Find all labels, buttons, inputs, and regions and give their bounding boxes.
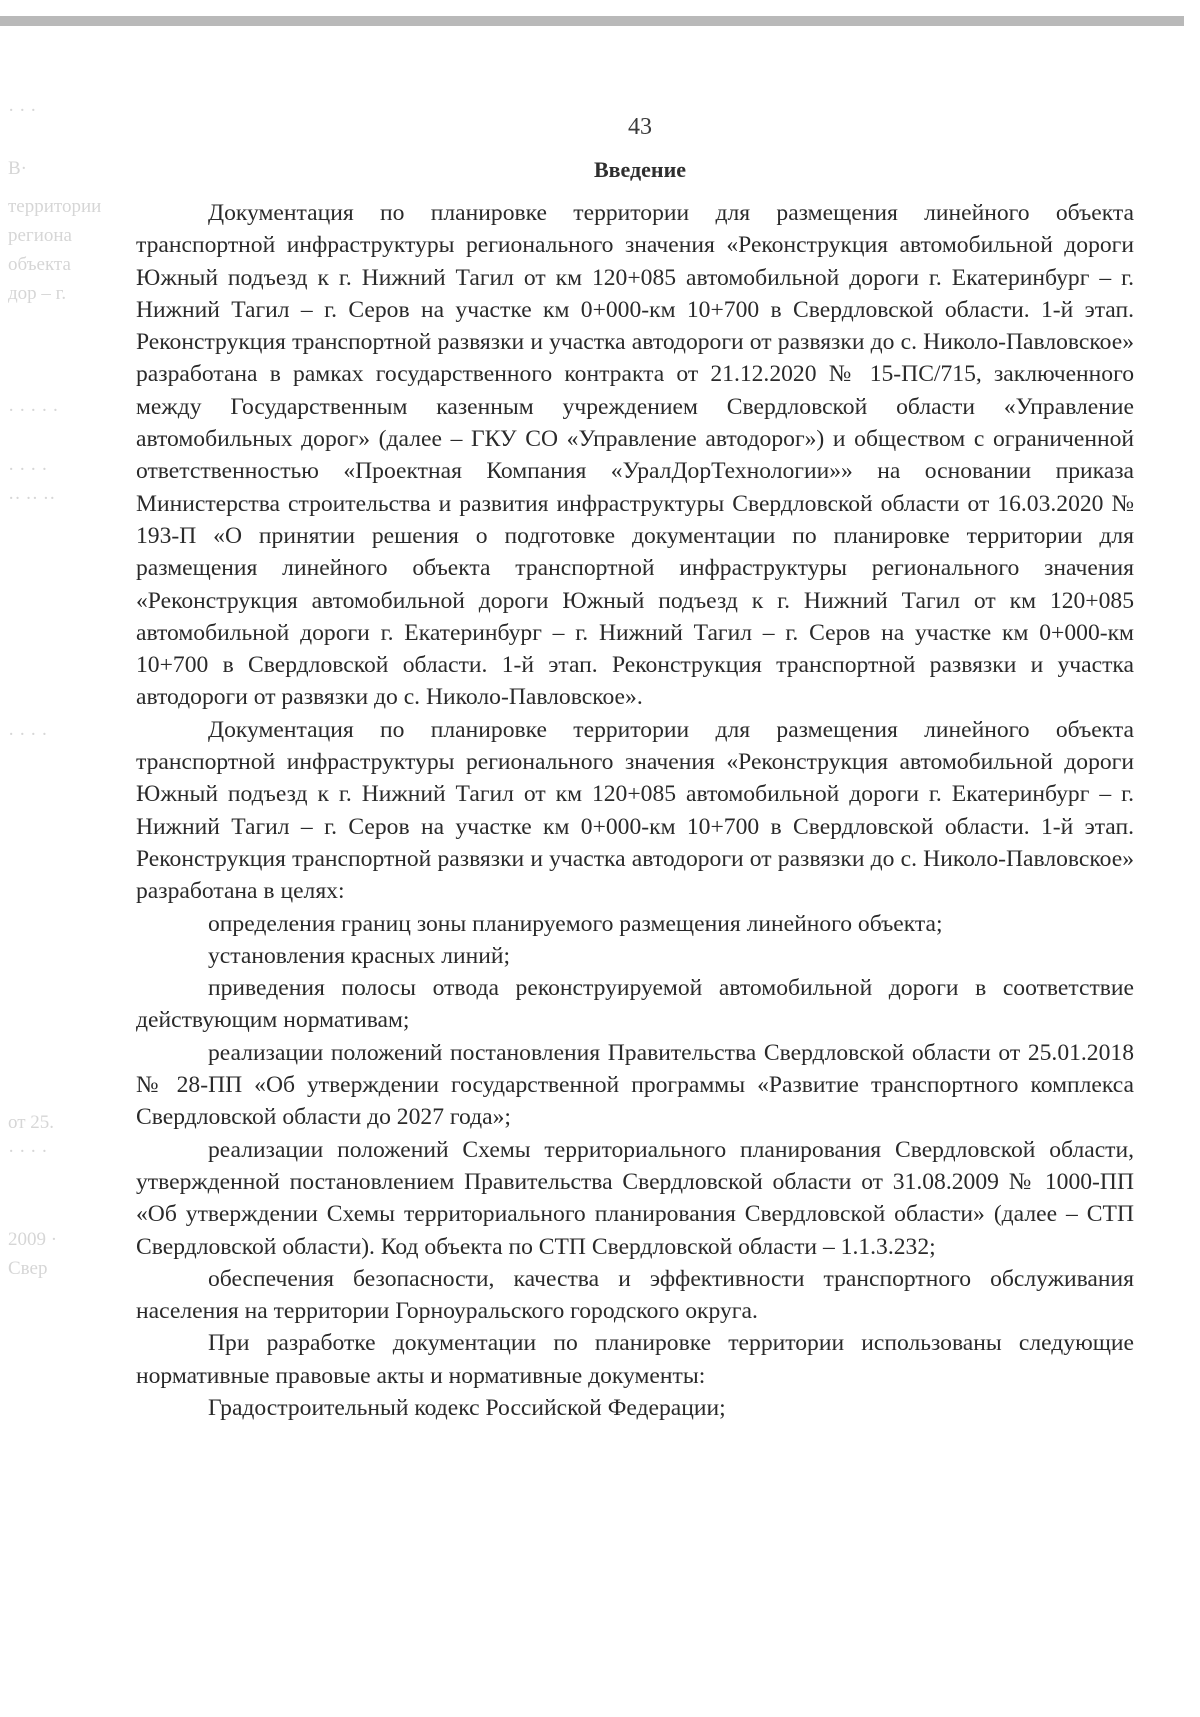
paragraph: Документация по планировке территории для размещения линейного объекта транспортной инфраструктуры регионального значения «Реконструкция автомобильной дороги Южный подъезд к г. Нижний Тагил от км 120+085 автомобильной дороги г. Екатеринбург – г. Нижний Тагил – г. Серов на участке км 0+000-км 10+700 в Свердловской области. 1-й этап. Реконструкция транспортной развязки и участка автодороги от развязки до с. Николо-Павловское» разработана в рамках государственного контракта от 21.12.2020 № 15-ПС/715, заключенного между Государственным казенным учреждением Свердловской области «Управление автомобильных дорог» (далее – ГКУ СО «Управление автодорог») и обществом с ограниченной ответственностью «Проектная Компания «УралДорТехнологии»» на основании приказа Министерства строительства и развития инфраструктуры Свердловской области от 16.03.2020 № 193-П «О принятии решения о подготовке документации по планировке территории для размещения линейного объекта транспортной инфраструктуры регионального значения «Реконструкция автомобильной дороги Южный подъезд к г. Нижний Тагил от км 120+085 автомобильной дороги г. Екатеринбург – г. Нижний Тагил – г. Серов на участке км 0+000-км 10+700 в Свердловской области. 1-й этап. Реконструкция транспортной развязки и участка автодороги от развязки до с. Николо-Павловское». [136, 200, 1134, 711]
list-item: приведения полосы отвода реконструируемой автомобильной дороги в соответствие действующим нормативам; [136, 975, 1134, 1034]
scan-edge-bar [0, 16, 1184, 26]
list-item: Градостроительный кодекс Российской Федерации; [208, 1394, 726, 1421]
paragraph: При разработке документации по планировке территории использованы следующие нормативные правовые акты и нормативные документы: [136, 1330, 1134, 1389]
document-body [136, 197, 1134, 1424]
list-item: реализации положений Схемы территориального планирования Свердловской области, утвержденной постановлением Правительства Свердловской области от 31.08.2009 № 1000-ПП «Об утверждении Схемы территориального планирования Свердловской области» (далее – СТП Свердловской области). Код объекта по СТП Свердловской области – 1.1.3.232; [136, 1136, 1134, 1260]
list-item: реализации положений постановления Правительства Свердловской области от 25.01.2018 № 28-ПП «Об утверждении государственной программы «Развитие транспортного комплекса Свердловской области до 2027 года»; [136, 1039, 1134, 1131]
paragraph: Документация по планировке территории для размещения линейного объекта транспортной инфраструктуры регионального значения «Реконструкция автомобильной дороги Южный подъезд к г. Нижний Тагил от км 120+085 автомобильной дороги г. Екатеринбург – г. Нижний Тагил – г. Серов на участке км 0+000-км 10+700 в Свердловской области. 1-й этап. Реконструкция транспортной развязки и участка автодороги от развязки до с. Николо-Павловское» разработана в целях: [136, 716, 1134, 905]
list-item: установления красных линий; [208, 942, 511, 969]
list-item: обеспечения безопасности, качества и эффективности транспортного обслуживания населения на территории Горноуральского городского округа. [136, 1265, 1134, 1325]
section-heading: Введение [593, 157, 687, 182]
list-item: определения границ зоны планируемого размещения линейного объекта; [208, 910, 943, 937]
page-number: 43 [628, 114, 652, 140]
bleed-through-noise: · · · В· территории региона объекта дор – г. · · · · · · · · · ·· ·· ·· · · · · от 25. · · · · 2009 · Свер [8, 100, 102, 1279]
